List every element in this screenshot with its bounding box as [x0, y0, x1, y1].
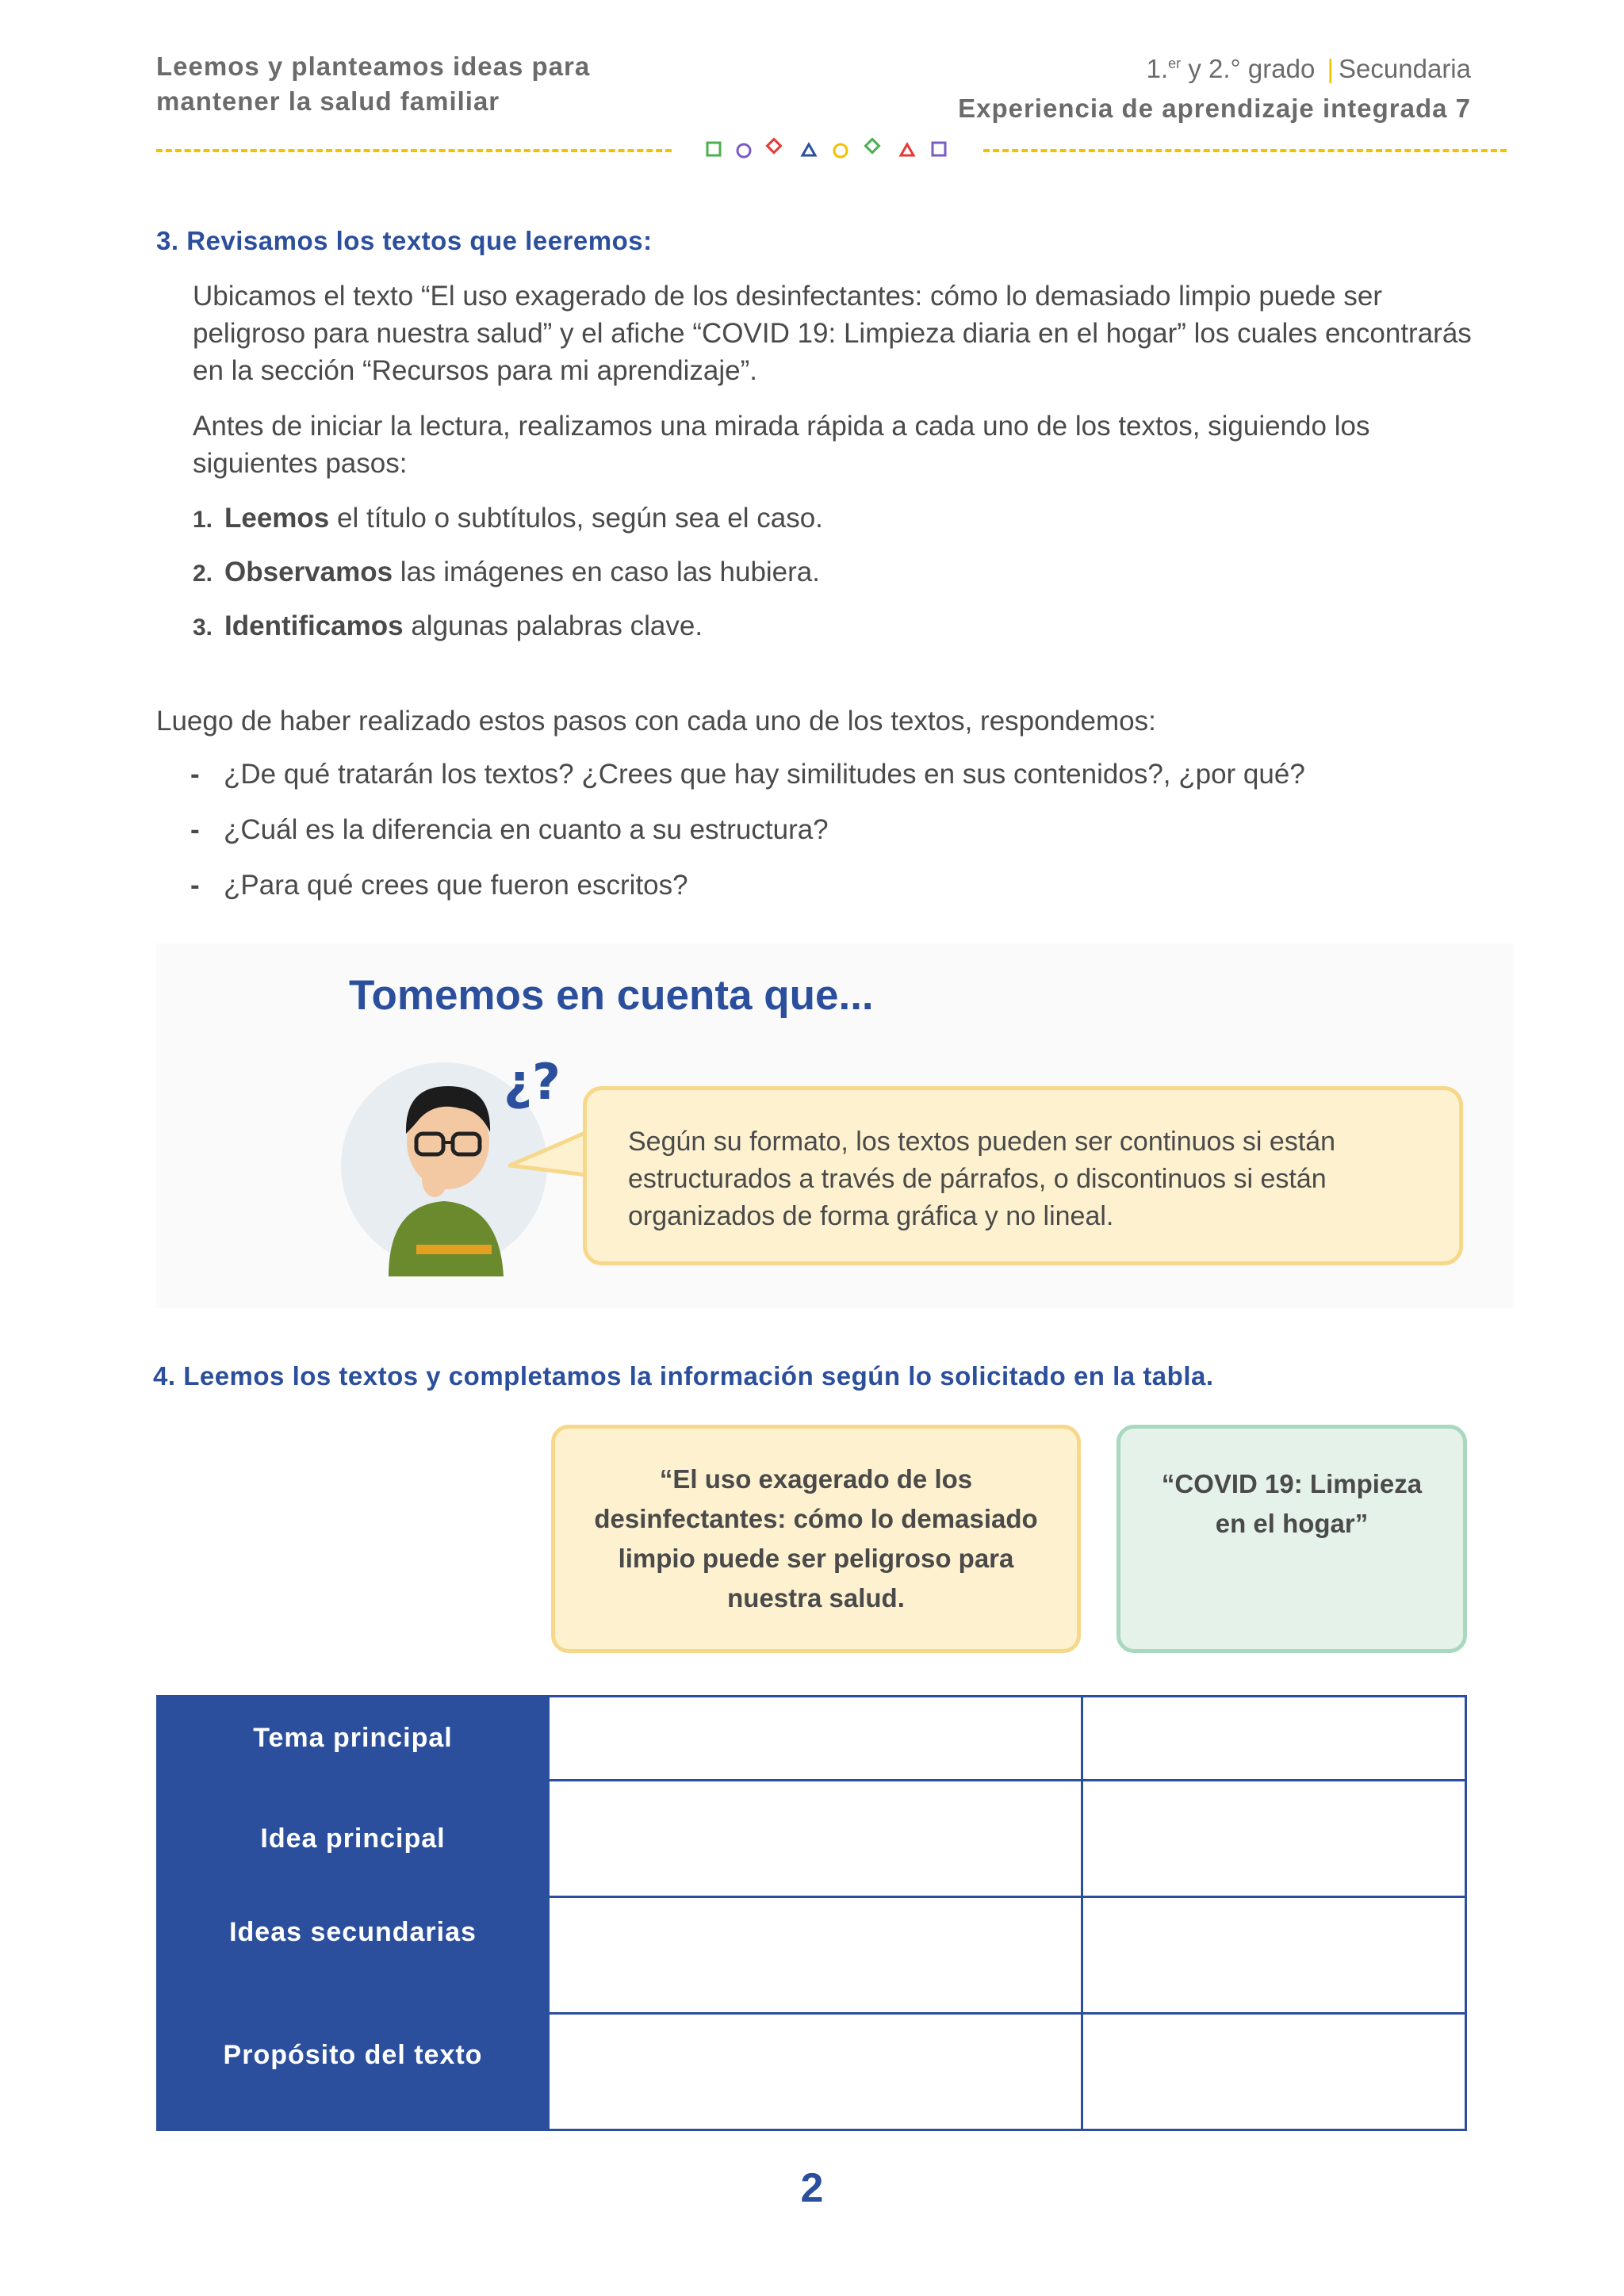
step-item	[193, 553, 820, 592]
step-item	[193, 607, 703, 646]
table-row	[158, 1697, 1466, 1781]
page-number: 2	[800, 2165, 824, 2211]
step-keyword: Observamos	[224, 557, 393, 587]
grade-line	[958, 44, 1471, 89]
question-text: ¿De qué tratarán los textos? ¿Crees que hay similitudes en sus contenidos?, ¿por qué?	[224, 759, 1305, 790]
answer-cell-text-1[interactable]	[549, 1897, 1082, 2014]
question-bullet: -	[190, 814, 200, 845]
question-bullet: -	[190, 759, 200, 790]
header-divider-right	[983, 149, 1507, 152]
answer-cell-text-1[interactable]	[549, 1781, 1082, 1897]
note-speech-bubble	[583, 1086, 1463, 1265]
answer-cell-text-2[interactable]	[1082, 1897, 1466, 2014]
step-text: el título o subtítulos, según sea el caso.	[329, 503, 823, 534]
answer-cell-text-1[interactable]	[549, 2014, 1082, 2130]
question-item	[190, 867, 688, 904]
question-bullet: -	[190, 870, 200, 901]
comparison-table	[156, 1695, 1467, 2131]
step-item	[193, 499, 823, 538]
answer-cell-text-1[interactable]	[549, 1697, 1082, 1781]
question-item	[190, 811, 829, 848]
section-3-paragraph-2: Antes de iniciar la lectura, realizamos una mirada rápida a cada uno de los textos, siguiendo los siguientes pasos:	[193, 411, 1370, 479]
text-2-title-card	[1116, 1425, 1467, 1653]
table-row	[158, 1897, 1466, 2014]
answer-cell-text-2[interactable]	[1082, 2014, 1466, 2130]
header-title-line-1: Leemos y planteamos ideas para	[156, 52, 591, 81]
step-number: 2.	[193, 561, 213, 587]
grade-superscript: er	[1168, 55, 1182, 71]
text-1-title-card	[551, 1425, 1081, 1653]
speech-pointer-icon	[504, 1126, 591, 1189]
step-text: algunas palabras clave.	[403, 610, 703, 641]
question-item	[190, 756, 1305, 793]
step-keyword: Leemos	[224, 503, 330, 534]
row-header-idea: Idea principal	[158, 1781, 549, 1897]
table-row	[158, 1781, 1466, 1897]
header-grade-info	[958, 44, 1471, 128]
grade-prefix: 1.	[1146, 54, 1169, 83]
header-title-line-2: mantener la salud familiar	[156, 86, 500, 116]
section-3-paragraph-3: Luego de haber realizado estos pasos con cada uno de los textos, respondemos:	[156, 706, 1156, 737]
question-marks-label: ¿?	[504, 1053, 561, 1111]
step-number: 3.	[193, 614, 213, 641]
answer-cell-text-2[interactable]	[1082, 1781, 1466, 1897]
note-title: Tomemos en cuenta que...	[349, 972, 874, 1019]
row-header-ideas-secundarias: Ideas secundarias	[158, 1897, 549, 2014]
section-3-title: 3. Revisamos los textos que leeremos:	[156, 226, 653, 255]
note-bubble-text: Según su formato, los textos pueden ser continuos si están estructurados a través de párrafos, o discontinuos si están organizados de forma gráfica y no lineal.	[628, 1127, 1336, 1231]
step-keyword: Identificamos	[224, 610, 404, 641]
table-row	[158, 2014, 1466, 2130]
text-2-title: “COVID 19: Limpieza en el hogar”	[1161, 1469, 1423, 1538]
experience-label: Experiencia de aprendizaje integrada 7	[958, 94, 1471, 123]
grade-text: y 2.° grado	[1181, 54, 1316, 83]
section-4-title: 4. Leemos los textos y completamos la información según lo solicitado en la tabla.	[153, 1361, 1214, 1391]
grade-separator: |	[1327, 54, 1335, 83]
decorative-shapes-icon	[706, 136, 952, 162]
question-text: ¿Para qué crees que fueron escritos?	[224, 870, 688, 901]
text-1-title: “El uso exagerado de los desinfectantes: cómo lo demasiado limpio puede ser peligroso para nuestra salud.	[594, 1464, 1038, 1613]
header-divider-left	[156, 149, 672, 152]
section-3-paragraph-1: Ubicamos el texto “El uso exagerado de los desinfectantes: cómo lo demasiado limpio puede ser peligroso para nuestra salud” y el afiche “COVID 19: Limpieza diaria en el hogar” los cuales encontrarás en la sección “Recursos para mi aprendizaje”.	[193, 281, 1472, 386]
question-text: ¿Cuál es la diferencia en cuanto a su estructura?	[224, 814, 829, 845]
answer-cell-text-2[interactable]	[1082, 1697, 1466, 1781]
row-header-proposito: Propósito del texto	[158, 2014, 549, 2130]
step-text: las imágenes en caso las hubiera.	[393, 557, 820, 587]
row-header-tema: Tema principal	[158, 1697, 549, 1781]
grade-level: Secundaria	[1339, 54, 1471, 83]
step-number: 1.	[193, 507, 213, 533]
header-document-title	[156, 49, 711, 119]
